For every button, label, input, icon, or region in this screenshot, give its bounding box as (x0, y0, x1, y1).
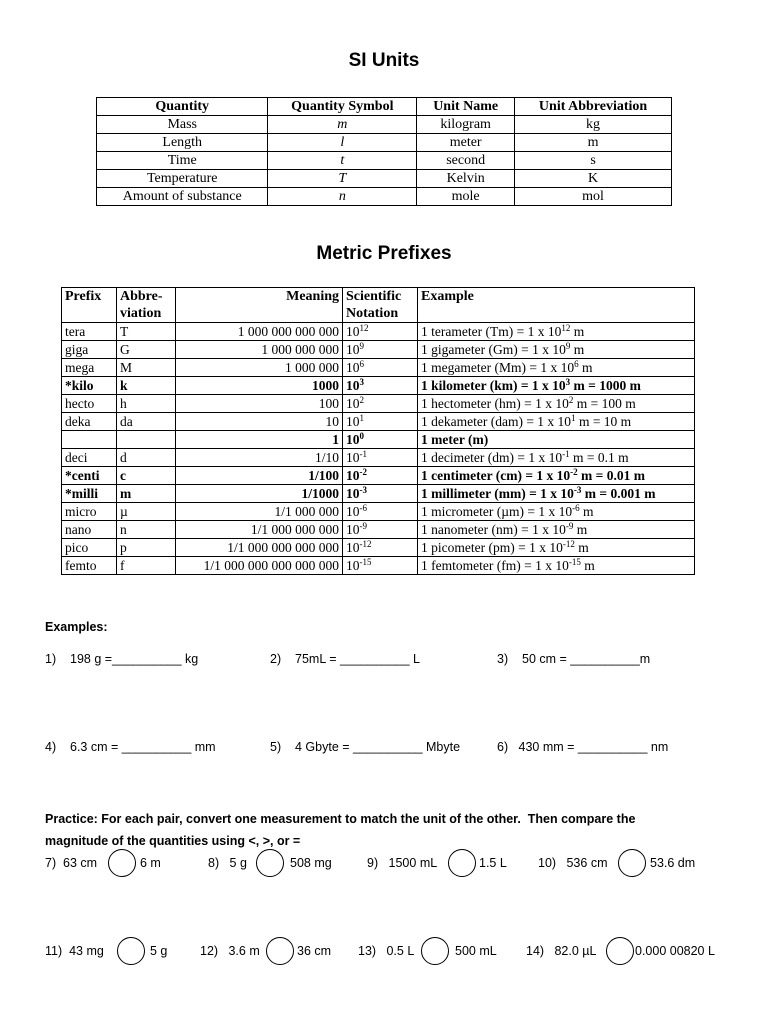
example-text: 1 nanometer (nm) = 1 x 10 (421, 522, 566, 537)
prefix-row (62, 521, 695, 539)
example-exponent: -1 (562, 449, 570, 459)
example-3: 3) 50 cm = __________m (497, 652, 651, 666)
example-4: 4) 6.3 cm = __________ mm (45, 740, 216, 754)
si-row (97, 116, 672, 134)
prefix-example-cell (418, 323, 695, 341)
prefix-example-cell (418, 449, 695, 467)
sci-exponent: 1 (359, 413, 364, 423)
prefix-abbr-cell: M (117, 359, 176, 377)
prefix-sci-notation-cell (343, 395, 418, 413)
prefix-name-cell: tera (62, 323, 117, 341)
si-quantity-cell: Temperature (97, 170, 268, 188)
example-text: 1 centimeter (cm) = 1 x 10 (421, 468, 571, 483)
header-quantity: Quantity (97, 98, 268, 116)
compare-circle-10[interactable] (618, 849, 646, 877)
si-units-title: SI Units (348, 50, 420, 71)
prefix-sci-notation-cell (343, 503, 418, 521)
prefix-sci-notation-cell (343, 431, 418, 449)
header-unit-abbreviation: Unit Abbreviation (515, 98, 672, 116)
si-unit-abbr-cell: m (515, 134, 672, 152)
example-exponent: 1 (571, 413, 576, 423)
prefix-row (62, 467, 695, 485)
practice-12-right: 36 cm (297, 944, 332, 958)
prefix-example-cell (418, 413, 695, 431)
prefix-example-cell (418, 485, 695, 503)
example-1: 1) 198 g =__________ kg (45, 652, 199, 666)
prefix-name-cell: nano (62, 521, 117, 539)
sci-exponent: -1 (359, 449, 367, 459)
sci-base: 10 (346, 432, 360, 447)
si-quantity-cell: Time (97, 152, 268, 170)
header-scientific-line2: Notation (346, 306, 399, 321)
header-scientific-notation (343, 288, 418, 323)
practice-11-right: 5 g (150, 944, 168, 958)
example-text: 1 kilometer (km) = 1 x 10 (421, 378, 566, 393)
example-text: 1 picometer (pm) = 1 x 10 (421, 540, 563, 555)
prefix-sci-notation-cell (343, 341, 418, 359)
prefix-example-cell (418, 539, 695, 557)
prefix-row (62, 557, 695, 575)
header-unit-name: Unit Name (417, 98, 515, 116)
prefix-example-cell (418, 557, 695, 575)
prefix-sci-notation-cell (343, 539, 418, 557)
prefix-abbr-cell: p (117, 539, 176, 557)
sci-base: 10 (346, 558, 360, 573)
prefix-name-cell (62, 431, 117, 449)
compare-circle-11[interactable] (117, 937, 145, 965)
practice-9-left: 9) 1500 mL (367, 856, 438, 870)
example-exponent: -12 (562, 539, 575, 549)
example-tail: m (580, 558, 595, 573)
example-text: 1 femtometer (fm) = 1 x 10 (421, 558, 569, 573)
example-tail: m = 0.01 m (577, 468, 645, 483)
sci-exponent: -3 (359, 485, 367, 495)
example-text: 1 dekameter (dam) = 1 x 10 (421, 414, 572, 429)
sci-base: 10 (346, 360, 360, 375)
si-row (97, 170, 672, 188)
prefix-sci-notation-cell (343, 359, 418, 377)
sci-exponent: 2 (359, 395, 364, 405)
header-abbreviation-line2: viation (120, 306, 162, 321)
prefix-meaning-cell: 1/1 000 000 000 000 (176, 539, 343, 557)
header-scientific-line1: Scientific (346, 289, 402, 304)
compare-circle-12[interactable] (266, 937, 294, 965)
prefix-sci-notation-cell (343, 485, 418, 503)
prefix-row (62, 413, 695, 431)
si-unit-abbr-cell: s (515, 152, 672, 170)
si-symbol-cell: t (268, 152, 417, 170)
sci-exponent: 12 (359, 323, 369, 333)
prefix-abbr-cell: h (117, 395, 176, 413)
header-prefix: Prefix (62, 288, 117, 323)
example-tail: m (574, 540, 589, 555)
prefix-sci-notation-cell (343, 449, 418, 467)
header-meaning: Meaning (176, 288, 343, 323)
prefix-example-cell (418, 521, 695, 539)
example-exponent: -6 (572, 503, 580, 513)
prefix-name-cell: micro (62, 503, 117, 521)
si-unit-name-cell: mole (417, 188, 515, 206)
prefix-row (62, 449, 695, 467)
sci-base: 10 (346, 396, 360, 411)
sci-base: 10 (346, 540, 360, 555)
example-exponent: -9 (565, 521, 574, 531)
practice-9-right: 1.5 L (479, 856, 507, 870)
sci-exponent: 9 (359, 341, 364, 351)
compare-circle-14[interactable] (606, 937, 634, 965)
prefix-abbr-cell: d (117, 449, 176, 467)
prefix-meaning-cell: 1 (176, 431, 343, 449)
si-unit-name-cell: Kelvin (417, 170, 515, 188)
prefix-example-cell (418, 395, 695, 413)
prefix-sci-notation-cell (343, 377, 418, 395)
prefix-row (62, 359, 695, 377)
prefix-name-cell: hecto (62, 395, 117, 413)
prefix-name-cell: femto (62, 557, 117, 575)
prefix-abbr-cell: T (117, 323, 176, 341)
prefix-sci-notation-cell (343, 323, 418, 341)
practice-instructions-line1: Practice: For each pair, convert one measurement to match the unit of the other. Then compare the (45, 812, 636, 826)
sci-base: 10 (346, 342, 360, 357)
prefix-abbr-cell: da (117, 413, 176, 431)
example-tail: m = 10 m (575, 414, 632, 429)
sci-base: 10 (346, 450, 360, 465)
prefix-row (62, 377, 695, 395)
prefix-abbr-cell: n (117, 521, 176, 539)
prefix-meaning-cell: 1/1 000 000 000 000 000 (176, 557, 343, 575)
metric-prefixes-table (61, 287, 695, 575)
practice-12-left: 12) 3.6 m (200, 944, 260, 958)
metric-prefixes-title: Metric Prefixes (316, 243, 452, 264)
prefix-abbr-cell: µ (117, 503, 176, 521)
compare-circle-13[interactable] (421, 937, 449, 965)
example-tail: m = 0.001 m (581, 486, 656, 501)
compare-circle-8[interactable] (256, 849, 284, 877)
sci-base: 10 (346, 486, 360, 501)
si-symbol-cell: m (268, 116, 417, 134)
prefix-header-row (62, 288, 695, 323)
si-unit-abbr-cell: mol (515, 188, 672, 206)
sci-base: 10 (346, 378, 360, 393)
example-tail: m (578, 360, 593, 375)
example-exponent: -15 (568, 557, 581, 567)
header-quantity-symbol: Quantity Symbol (268, 98, 417, 116)
prefix-meaning-cell: 1/1 000 000 (176, 503, 343, 521)
practice-7-left: 7) 63 cm (45, 856, 98, 870)
header-abbreviation-line1: Abbre- (120, 289, 163, 304)
prefix-meaning-cell: 1/1000 (176, 485, 343, 503)
si-quantity-cell: Length (97, 134, 268, 152)
si-quantity-cell: Mass (97, 116, 268, 134)
si-unit-abbr-cell: K (515, 170, 672, 188)
example-exponent: 9 (565, 341, 571, 351)
prefix-name-cell: *centi (62, 467, 117, 485)
examples-label: Examples: (45, 620, 108, 634)
si-units-table (96, 97, 672, 206)
practice-10-left: 10) 536 cm (538, 856, 608, 870)
sci-exponent: -2 (359, 467, 367, 477)
sci-exponent: -6 (359, 503, 367, 513)
example-5: 5) 4 Gbyte = __________ Mbyte (270, 740, 461, 754)
si-symbol-cell: n (268, 188, 417, 206)
prefix-row (62, 485, 695, 503)
practice-13-right: 500 mL (455, 944, 497, 958)
prefix-meaning-cell: 1 000 000 000 000 (176, 323, 343, 341)
prefix-meaning-cell: 1/10 (176, 449, 343, 467)
sci-exponent: -15 (359, 557, 372, 567)
sci-base: 10 (346, 414, 360, 429)
example-text: 1 gigameter (Gm) = 1 x 10 (421, 342, 566, 357)
prefix-name-cell: deci (62, 449, 117, 467)
example-tail: m (570, 324, 585, 339)
prefix-sci-notation-cell (343, 557, 418, 575)
example-exponent: 6 (574, 359, 579, 369)
prefix-meaning-cell: 1 000 000 (176, 359, 343, 377)
example-exponent: 3 (565, 377, 571, 387)
sci-base: 10 (346, 522, 360, 537)
example-tail: m = 1000 m (570, 378, 641, 393)
practice-10-right: 53.6 dm (650, 856, 696, 870)
example-6: 6) 430 mm = __________ nm (497, 740, 669, 754)
si-unit-abbr-cell: kg (515, 116, 672, 134)
prefix-row (62, 503, 695, 521)
si-header-row (97, 98, 672, 116)
prefix-abbr-cell: c (117, 467, 176, 485)
example-text: 1 decimeter (dm) = 1 x 10 (421, 450, 563, 465)
si-row (97, 152, 672, 170)
prefix-name-cell: deka (62, 413, 117, 431)
practice-7-right: 6 m (140, 856, 161, 870)
prefix-name-cell: *milli (62, 485, 117, 503)
practice-14-left: 14) 82.0 µL (526, 944, 597, 958)
prefix-example-cell (418, 503, 695, 521)
compare-circle-9[interactable] (448, 849, 476, 877)
example-tail: m (573, 522, 588, 537)
si-symbol-cell: T (268, 170, 417, 188)
sci-base: 10 (346, 504, 360, 519)
prefix-row (62, 341, 695, 359)
example-text: 1 meter (m) (421, 432, 489, 447)
prefix-meaning-cell: 100 (176, 395, 343, 413)
prefix-example-cell (418, 359, 695, 377)
compare-circle-7[interactable] (108, 849, 136, 877)
si-quantity-cell: Amount of substance (97, 188, 268, 206)
si-row (97, 134, 672, 152)
example-2: 2) 75mL = __________ L (270, 652, 420, 666)
sci-base: 10 (346, 324, 360, 339)
example-tail: m = 0.1 m (569, 450, 629, 465)
si-symbol-cell: l (268, 134, 417, 152)
prefix-meaning-cell: 1/1 000 000 000 (176, 521, 343, 539)
prefix-name-cell: pico (62, 539, 117, 557)
example-exponent: 12 (561, 323, 571, 333)
practice-instructions-line2: magnitude of the quantities using <, >, or = (45, 834, 301, 848)
practice-8-left: 8) 5 g (208, 856, 247, 870)
prefix-row (62, 323, 695, 341)
practice-13-left: 13) 0.5 L (358, 944, 415, 958)
prefix-row (62, 539, 695, 557)
example-text: 1 megameter (Mm) = 1 x 10 (421, 360, 575, 375)
prefix-sci-notation-cell (343, 521, 418, 539)
example-tail: m = 100 m (573, 396, 636, 411)
sci-exponent: -12 (359, 539, 372, 549)
prefix-meaning-cell: 1/100 (176, 467, 343, 485)
practice-8-right: 508 mg (290, 856, 332, 870)
prefix-row (62, 431, 695, 449)
prefix-sci-notation-cell (343, 413, 418, 431)
prefix-meaning-cell: 1 000 000 000 (176, 341, 343, 359)
prefix-name-cell: giga (62, 341, 117, 359)
example-tail: m (579, 504, 594, 519)
si-unit-name-cell: meter (417, 134, 515, 152)
example-text: 1 millimeter (mm) = 1 x 10 (421, 486, 574, 501)
example-tail: m (570, 342, 585, 357)
si-row (97, 188, 672, 206)
prefix-example-cell (418, 341, 695, 359)
header-example: Example (418, 288, 695, 323)
si-unit-name-cell: kilogram (417, 116, 515, 134)
example-exponent: -2 (570, 467, 578, 477)
prefix-example-cell (418, 467, 695, 485)
sci-base: 10 (346, 468, 360, 483)
sci-exponent: 0 (359, 431, 364, 441)
prefix-abbr-cell: G (117, 341, 176, 359)
practice-11-left: 11) 43 mg (45, 944, 104, 958)
prefix-meaning-cell: 10 (176, 413, 343, 431)
prefix-abbr-cell: m (117, 485, 176, 503)
si-unit-name-cell: second (417, 152, 515, 170)
example-exponent: -3 (573, 485, 582, 495)
prefix-abbr-cell (117, 431, 176, 449)
prefix-example-cell (418, 377, 695, 395)
practice-14-right: 0.000 00820 L (635, 944, 715, 958)
prefix-name-cell: *kilo (62, 377, 117, 395)
prefix-row (62, 395, 695, 413)
example-exponent: 2 (568, 395, 574, 405)
prefix-meaning-cell: 1000 (176, 377, 343, 395)
sci-exponent: 6 (359, 359, 364, 369)
prefix-sci-notation-cell (343, 467, 418, 485)
sci-exponent: 3 (359, 377, 364, 387)
sci-exponent: -9 (359, 521, 367, 531)
example-text: 1 micrometer (µm) = 1 x 10 (421, 504, 573, 519)
prefix-abbr-cell: k (117, 377, 176, 395)
prefix-abbr-cell: f (117, 557, 176, 575)
header-abbreviation (117, 288, 176, 323)
example-text: 1 terameter (Tm) = 1 x 10 (421, 324, 562, 339)
prefix-example-cell (418, 431, 695, 449)
example-text: 1 hectometer (hm) = 1 x 10 (421, 396, 569, 411)
prefix-name-cell: mega (62, 359, 117, 377)
